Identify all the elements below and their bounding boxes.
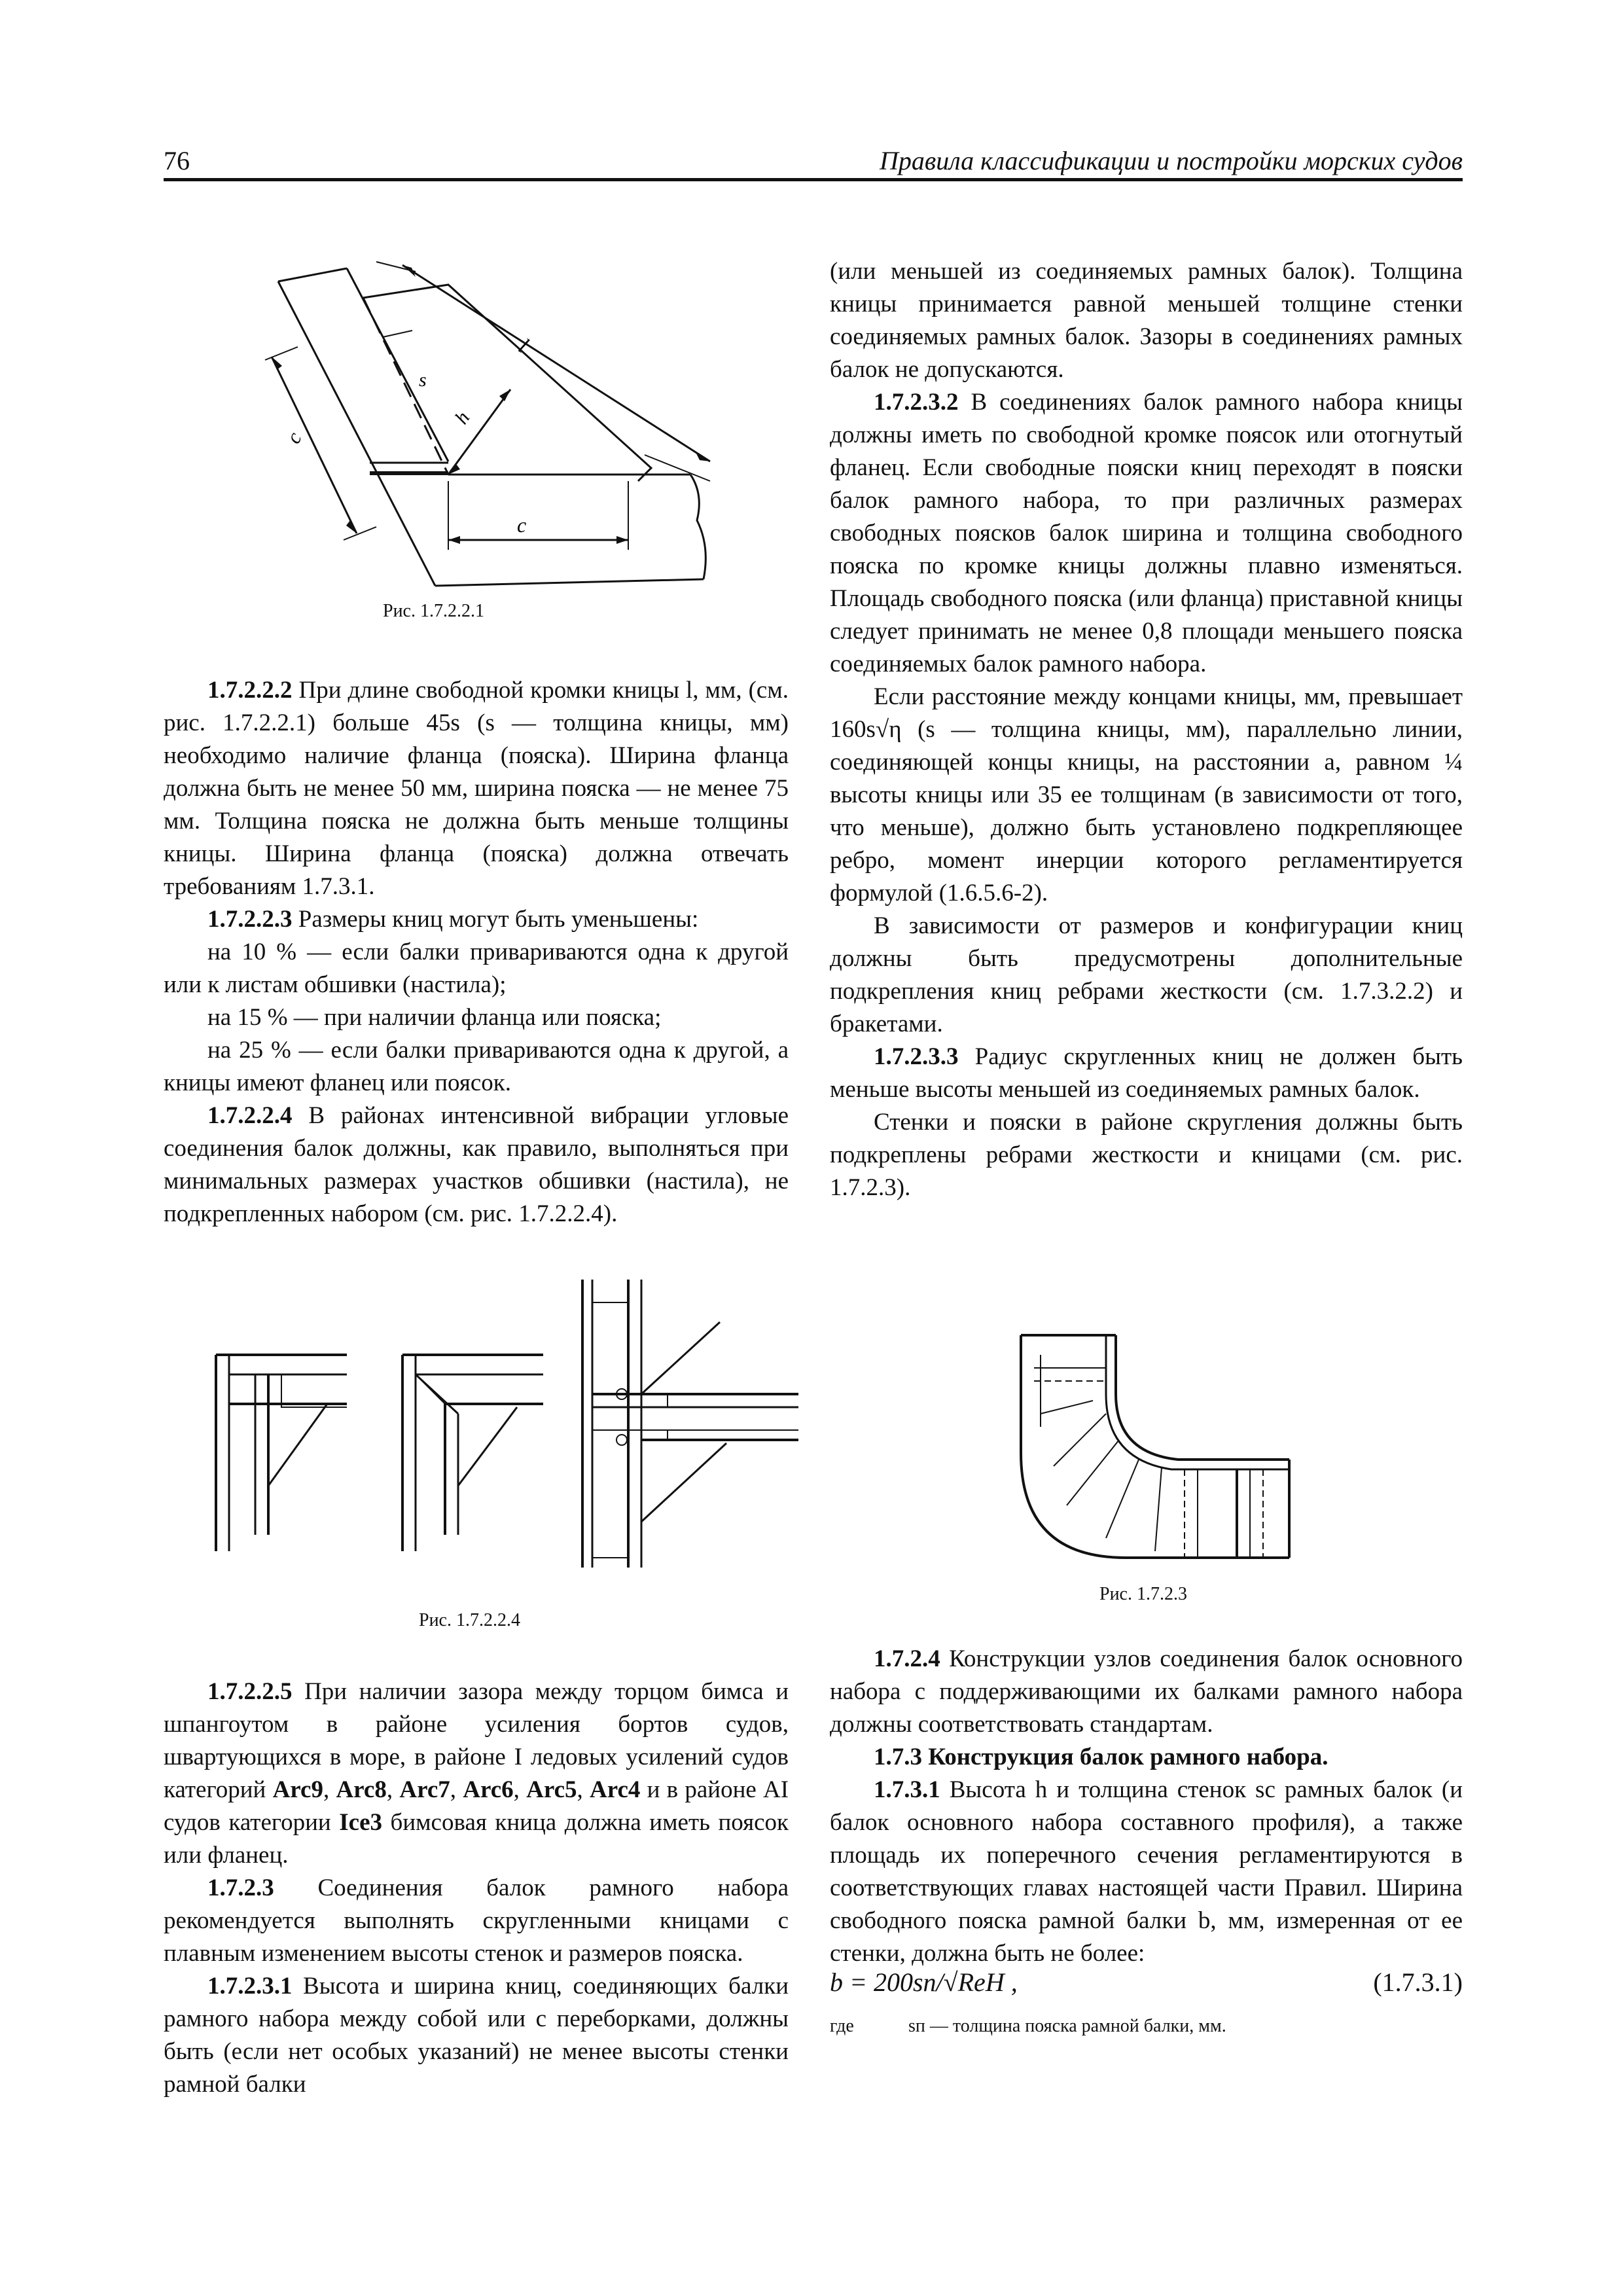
para-1-7-2-3-3: 1.7.2.3.3 Радиус скругленных книц не должен быть меньше высоты меньшей из соединяемых рамных балок. [830, 1043, 1463, 1103]
running-title: Правила классификации и постройки морских судов [879, 146, 1463, 175]
formula-expression: b = 200sп/√ReH , [830, 1967, 1018, 1997]
figure-rounded-bracket [1014, 1329, 1302, 1571]
figure-bracket-dimensions [252, 259, 723, 599]
para-webs-stiffening: Стенки и пояски в районе скругления должны быть подкреплены ребрами жесткости и кницами (см. рис. 1.7.2.3). [830, 1109, 1463, 1201]
para-reduction-25: на 25 % — если балки привариваются одна к другой, а кницы имеют фланец или поясок. [164, 1037, 789, 1096]
para-reduction-15: на 15 % — при наличии фланца или пояска; [207, 1004, 662, 1031]
header-rule [164, 178, 1463, 181]
para-1-7-2-3-1: 1.7.2.3.1 Высота и ширина книц, соединяющих балки рамного набора между собой или с переборками, должны быть (если нет особых указаний) не менее высоты стенки рамной балки [164, 1973, 789, 2098]
caption-fig-1-7-2-3: Рис. 1.7.2.3 [1099, 1584, 1187, 1604]
right-column-bottom [830, 1643, 1463, 1970]
para-1-7-2-2-3: 1.7.2.2.3 Размеры книц могут быть уменьшены: [207, 906, 699, 933]
right-column-top [830, 255, 1463, 1204]
label-c-bottom: c [517, 513, 527, 537]
para-1-7-2-2-5: 1.7.2.2.5 При наличии зазора между торцом бимса и шпангоутом в районе усиления бортов судов, швартующихся в море, в районе I ледовых усилений судов категорий Arc9, Arc8, Arc7, Arc6, Arc5, Arc4 и в районе AI судов категории Ice3 бимсовая кница должна иметь поясок или фланец. [164, 1678, 789, 1869]
formula-1-7-3-1 [830, 1967, 1463, 2006]
para-1-7-2-2-4: 1.7.2.2.4 В районах интенсивной вибрации угловые соединения балок должны, как правило, выполняться при минимальных размерах участков обшивки (настила), не подкрепленных набором (см. рис. 1.7.2.2.4). [164, 1102, 789, 1227]
para-1-7-3-1: 1.7.3.1 Высота h и толщина стенок sc рамных балок (и балок основного набора составного профиля), а также площадь их поперечного сечения регламентируются в соответствующих главах настоящей части Правил. Ширина свободного пояска рамной балки b, мм, измеренная от ее стенки, должна быть не более: [830, 1776, 1463, 1967]
left-column-bottom [164, 1676, 789, 2101]
para-continued: (или меньшей из соединяемых рамных балок). Толщина кницы принимается равной меньшей толщине стенки соединяемых рамных балок. Зазоры в соединениях рамных балок не допускаются. [830, 258, 1463, 383]
corner-joints-drawing [209, 1276, 812, 1571]
para-reduction-10: на 10 % — если балки привариваются одна к другой или к листам обшивки (настила); [164, 939, 789, 998]
label-l: l [514, 334, 533, 358]
para-distance-bracket-ends: Если расстояние между концами кницы, мм, превышает 160s√η (s — толщина кницы, мм), параллельно линии, соединяющей концы кницы, на расстоянии a, равном ¼ высоты кницы или 35 ее толщинам (в зависимости от того, что меньше), должно быть установлено подкрепляющее ребро, момент инерции которого регламентируется формулой (1.6.5.6-2). [830, 683, 1463, 906]
rounded-bracket-drawing [1014, 1329, 1302, 1571]
section-heading-1-7-3: 1.7.3 Конструкция балок рамного набора. [874, 1744, 1329, 1770]
para-1-7-2-2-2: 1.7.2.2.2 При длине свободной кромки кницы l, мм, (см. рис. 1.7.2.2.1) больше 45s (s — толщина кницы, мм) необходимо наличие фланца (пояска). Ширина фланца должна быть не менее 50 мм, ширина пояска — не менее 75 мм. Толщина пояска не должна быть меньше толщины кницы. Ширина фланца (пояска) должна отвечать требованиям 1.7.3.1. [164, 677, 789, 900]
page-number: 76 [164, 146, 190, 175]
figure-corner-joints [209, 1276, 812, 1571]
where-word: где [830, 2016, 854, 2036]
para-1-7-2-3: 1.7.2.3 Соединения балок рамного набора рекомендуется выполнять скругленными кницами с плавным изменением высоты стенок и размеров пояска. [164, 1874, 789, 1967]
para-1-7-2-3-2: 1.7.2.3.2 В соединениях балок рамного набора кницы должны иметь по свободной кромке поясок или отогнутый фланец. Если свободные пояски книц переходят в пояски балок рамного набора, то при различных размерах свободных поясков балок ширина и толщина свободного пояска по кромке кницы должны плавно изменяться. Площадь свободного пояска (или фланца) приставной кницы следует принимать не менее 0,8 площади меньшего пояска соединяемых балок рамного набора. [830, 389, 1463, 677]
label-s: s [419, 369, 427, 391]
formula-number: (1.7.3.1) [1373, 1967, 1463, 1997]
bracket-dimensions-drawing [252, 259, 723, 599]
label-c-left: c [281, 427, 306, 448]
para-additional-stiffening: В зависимости от размеров и конфигурации книц должны быть предусмотрены дополнительные подкрепления книц ребрами жесткости (см. 1.7.3.2.2) и бракетами. [830, 912, 1463, 1037]
para-1-7-2-4: 1.7.2.4 Конструкции узлов соединения балок основного набора с поддерживающими их балками рамного набора должны соответствовать стандартам. [830, 1645, 1463, 1738]
caption-fig-1-7-2-2-4: Рис. 1.7.2.2.4 [419, 1610, 520, 1630]
left-column-top [164, 674, 789, 1230]
where-definition: sп — толщина пояска рамной балки, мм. [908, 2016, 1226, 2036]
label-h: h [450, 407, 474, 429]
caption-fig-1-7-2-2-1: Рис. 1.7.2.2.1 [383, 601, 484, 621]
